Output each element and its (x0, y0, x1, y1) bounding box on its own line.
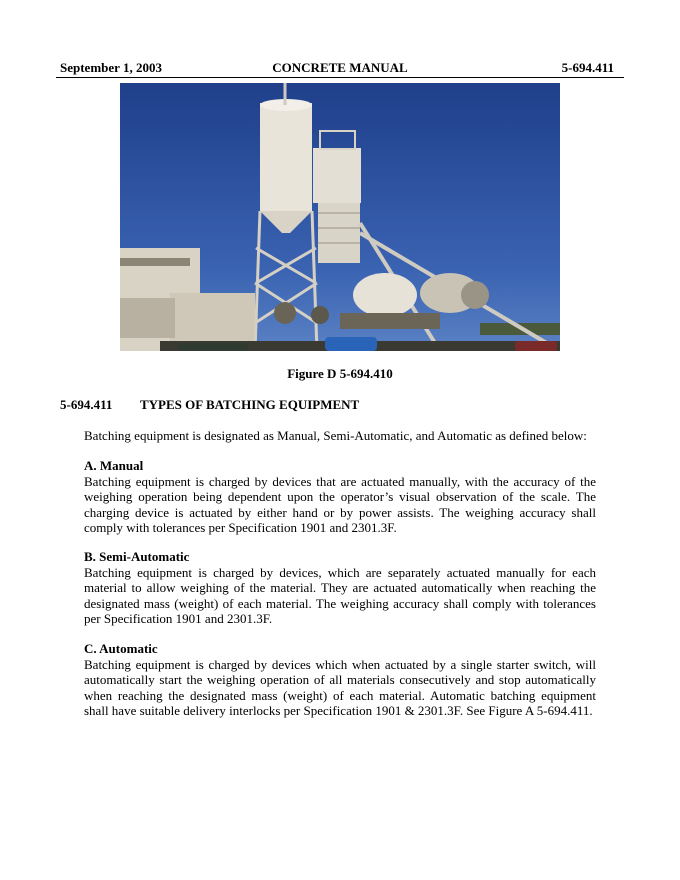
section-title: TYPES OF BATCHING EQUIPMENT (140, 397, 360, 412)
header-section-number: 5-694.411 (561, 60, 614, 75)
section-heading (60, 397, 359, 413)
subsection-text: Batching equipment is charged by devices, which are separately actuated manually for each material to allow weighing of the material. They are actuated automatically when reaching the designated mass (weight) of each material. The weighing accuracy shall comply with tolerances per Specification 1901 and 2301.3F. (84, 564, 596, 626)
subsection-text: Batching equipment is charged by devices that are actuated manually, with the accuracy of the weighing operation being dependent upon the operator’s visual observation of the scale. The charging device is actuated by either hand or by power assists. The weighing accuracy shall comply with tolerances per Specification 1901 and 2301.3F. (84, 473, 596, 535)
subsection-text: Batching equipment is charged by devices which when actuated by a single starter switch, will automatically start the weighing operation of all materials consecutively and stop automatically when reaching the designated mass (weight) of each material. Automatic batching equipment shall have suitable delivery interlocks per Specification 1901 & 2301.3F. See Figure A 5-694.411. (84, 656, 596, 718)
subsection-semi-automatic (84, 549, 596, 627)
subsection-heading: C. Automatic (84, 641, 158, 656)
header-title: CONCRETE MANUAL (272, 60, 408, 75)
subsection-automatic (84, 641, 596, 719)
subsection-heading: B. Semi-Automatic (84, 549, 190, 564)
subsection-heading: A. Manual (84, 458, 144, 473)
subsection-manual (84, 458, 596, 536)
page-header (56, 60, 624, 78)
intro-paragraph: Batching equipment is designated as Manual, Semi-Automatic, and Automatic as defined below: (84, 428, 587, 443)
header-date: September 1, 2003 (60, 60, 162, 75)
batch-plant-photo (120, 83, 560, 351)
section-number: 5-694.411 (60, 397, 113, 412)
figure-caption: Figure D 5-694.410 (287, 366, 393, 381)
